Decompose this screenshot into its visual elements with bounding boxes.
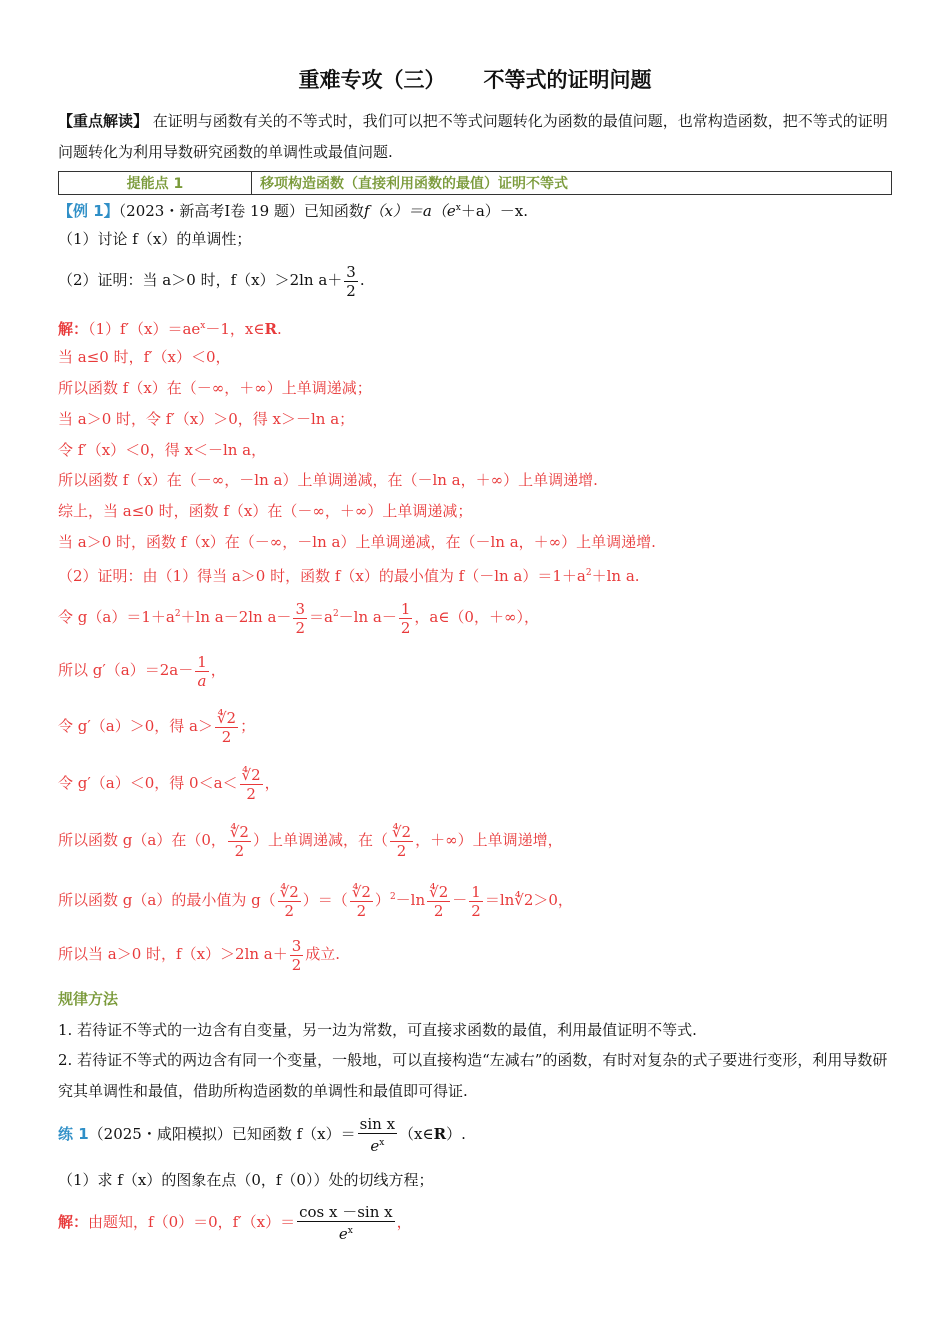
solution-line-4: 当 a＞0 时，令 f′（x）＞0，得 x＞－ln a；: [58, 410, 355, 428]
l11-den: a: [197, 671, 207, 690]
l15-frac1: [278, 883, 301, 920]
l10-frac2: [399, 600, 413, 637]
l9-sup: 2: [585, 568, 592, 578]
practice-sol-end: ，: [396, 1213, 412, 1231]
l15-d: －ln: [395, 891, 426, 909]
q2-end: .: [359, 271, 365, 289]
intro-paragraph: [58, 106, 892, 168]
s1-pre: （1）f′（x）＝ae: [88, 320, 201, 338]
intro-text: 在证明与函数有关的不等式时，我们可以把不等式问题转化为函数的最值问题，也常构造函数，把不等式的证明问题转化为利用导数研究函数的单调性或最值问题.: [58, 112, 888, 161]
keypoint-table: [58, 171, 892, 195]
l10-d: －ln a－: [338, 608, 397, 626]
l16-num: 3: [291, 936, 302, 955]
l10-c: ＝a: [308, 608, 333, 626]
solution-line-1: [58, 314, 892, 341]
practice1-q1: （1）求 f（x）的图象在点（0，f（0））处的切线方程；: [58, 1171, 434, 1189]
l16-end: 成立.: [305, 945, 341, 963]
solution-line-7: 综上，当 a≤0 时，函数 f（x）在（－∞，＋∞）上单调递减；: [58, 502, 473, 520]
l11-end: ，: [210, 661, 226, 679]
s1-R: R: [264, 320, 277, 338]
method-point-2: 2. 若待证不等式的两边含有同一个变量，一般地，可以直接构造“左减右”的函数，有时对复杂的式子要进行变形，利用导数研究其单调性和最值，借助所构造函数的单调性和最值即可得证.: [58, 1051, 888, 1100]
l12-root: ∜2: [216, 708, 237, 727]
s1-end: －1，x∈: [205, 320, 265, 338]
l10-e: ，a∈（0，＋∞），: [414, 608, 539, 626]
l13-root: ∜2: [241, 765, 261, 784]
method-title: 规律方法: [58, 990, 119, 1008]
l15-root3: ∜2: [429, 882, 449, 901]
l15-frac3: [427, 883, 450, 920]
l14-frac1: [228, 823, 251, 860]
l10-frac1: [293, 600, 307, 637]
l14-b: ）上单调递减，在（: [252, 831, 388, 849]
l15-two3: 2: [433, 901, 444, 920]
l10-d2: 2: [400, 618, 411, 637]
solution-line-8: 当 a＞0 时，函数 f（x）在（－∞，－ln a）上单调递减，在（－ln a，＋∞）上单调递增.: [58, 533, 656, 551]
l15-two2: 2: [356, 901, 367, 920]
l13-pre: 令 g′（a）＜0，得 0＜a＜: [58, 774, 238, 792]
l15-sup: 2: [389, 892, 396, 902]
example1-q1: （1）讨论 f（x）的单调性；: [58, 230, 252, 248]
practice-sol-den: e: [338, 1225, 348, 1243]
example-source: （2023・新高考Ⅰ卷 19 题）已知函数: [118, 202, 364, 220]
l10-d1: 2: [295, 618, 305, 637]
l12-end: ；: [240, 717, 256, 735]
l14-c: ，＋∞）上单调递增，: [415, 831, 563, 849]
l11-pre: 所以 g′（a）＝2a－: [58, 661, 194, 679]
l9-end: ＋ln a.: [591, 567, 640, 585]
solution-line-6: 所以函数 f（x）在（－∞，－ln a）上单调递减，在（－ln a，＋∞）上单调递增.: [58, 471, 598, 489]
example-tag: 【例 1】: [58, 202, 119, 220]
l15-frac2: [350, 883, 373, 920]
solution-label: 解：: [58, 320, 89, 338]
practice-sol-pre: 由题知，f（0）＝0，f′（x）＝: [88, 1213, 296, 1231]
solution-line-3: 所以函数 f（x）在（－∞，＋∞）上单调递减；: [58, 379, 372, 397]
l13-frac: [240, 766, 263, 803]
practice-tag: 练 1: [58, 1125, 89, 1143]
solution-line-5: 令 f′（x）＜0，得 x＜－ln a，: [58, 441, 267, 459]
l15-two4: 2: [471, 901, 481, 920]
l15-c: ）: [374, 891, 390, 909]
example-func: f（x）＝a（e: [363, 202, 456, 220]
l14-two2: 2: [396, 841, 407, 860]
example-func-end: ＋a）－x.: [460, 202, 528, 220]
l13-two: 2: [246, 784, 256, 803]
example1-statement: [58, 196, 892, 223]
l10-n1: 3: [295, 599, 305, 618]
practice-end: （x∈: [399, 1125, 434, 1143]
l10-b: ＋ln a－2ln a－: [180, 608, 292, 626]
solution-line-9: [58, 561, 892, 588]
q2-den: 2: [346, 281, 356, 300]
l9-pre: （2）证明：由（1）得当 a＞0 时，函数 f（x）的最小值为 f（－ln a）＝1＋a: [58, 567, 586, 585]
practice-num: sin x: [359, 1115, 396, 1133]
l15-n: 1: [471, 882, 481, 901]
solution-line-15: [58, 877, 892, 920]
l14-frac2: [390, 823, 413, 860]
practice-sol-sup: x: [347, 1226, 353, 1236]
keypoint-label: 提能点 1: [59, 172, 252, 195]
l10-sup1: 2: [174, 609, 181, 619]
keypoint-text: 移项构造函数（直接利用函数的最值）证明不等式: [252, 172, 892, 195]
solution-line-10: [58, 594, 892, 637]
intro-label: 【重点解读】: [58, 112, 149, 130]
practice1-solution: [58, 1202, 892, 1243]
solution-line-13: [58, 763, 892, 803]
practice-end2: ）.: [446, 1125, 466, 1143]
l14-two1: 2: [234, 841, 245, 860]
page-title: [0, 64, 950, 94]
l12-two: 2: [221, 727, 232, 746]
l10-n2: 1: [400, 599, 411, 618]
practice-sol-frac: [297, 1203, 395, 1243]
l15-root2: ∜2: [351, 882, 371, 901]
title-part1: 重难专攻（三）: [298, 68, 446, 92]
l14-a: 所以函数 g（a）在（0，: [58, 831, 226, 849]
practice-R: R: [433, 1125, 447, 1143]
l15-e: －: [452, 891, 468, 909]
l15-b: ）＝（: [302, 891, 348, 909]
practice-pre: （2025・咸阳模拟）已知函数 f（x）＝: [88, 1125, 356, 1143]
l15-two1: 2: [284, 901, 295, 920]
q2-text: （2）证明：当 a＞0 时，f（x）＞2ln a＋: [58, 271, 343, 289]
q2-num: 3: [346, 262, 356, 281]
practice-den-sup: x: [379, 1138, 385, 1148]
l12-pre: 令 g′（a）＞0，得 a＞: [58, 717, 213, 735]
practice-sol-label: 解：: [58, 1213, 89, 1231]
l15-a: 所以函数 g（a）的最小值为 g（: [58, 891, 276, 909]
l14-root2: ∜2: [391, 822, 412, 841]
q2-fraction: [344, 263, 358, 300]
l16-frac: [290, 937, 304, 974]
l10-sup2: 2: [332, 609, 339, 619]
solution-line-16: [58, 934, 892, 974]
example-func-sup: x: [455, 203, 461, 213]
solution-line-2: 当 a≤0 时，f′（x）＜0，: [58, 348, 231, 366]
l14-root1: ∜2: [229, 822, 249, 841]
l15-f: ＝ln∜2＞0，: [484, 891, 573, 909]
practice-den: e: [370, 1137, 380, 1155]
l13-end: ，: [264, 774, 280, 792]
l16-pre: 所以当 a＞0 时，f（x）＞2ln a＋: [58, 945, 288, 963]
l15-frac4: [469, 883, 483, 920]
l16-den: 2: [291, 955, 302, 974]
solution-line-11: [58, 650, 892, 690]
method-point-1: 1. 若待证不等式的一边含有自变量，另一边为常数，可直接求函数的最值，利用最值证明不等式.: [58, 1021, 697, 1039]
l15-root1: ∜2: [279, 882, 299, 901]
l11-num: 1: [197, 652, 207, 671]
s1-sup: x: [200, 321, 206, 331]
practice1-statement: [58, 1114, 892, 1155]
example1-q2: [58, 260, 892, 300]
solution-line-12: [58, 706, 892, 746]
title-part2: 不等式的证明问题: [483, 68, 652, 92]
practice-frac: [358, 1115, 397, 1155]
s1-dot: .: [276, 320, 282, 338]
l12-frac: [215, 709, 238, 746]
l11-frac: [195, 653, 209, 690]
practice-sol-num: cos x －sin x: [299, 1203, 393, 1221]
solution-line-14: [58, 820, 892, 860]
l10-a: 令 g（a）＝1＋a: [58, 608, 175, 626]
